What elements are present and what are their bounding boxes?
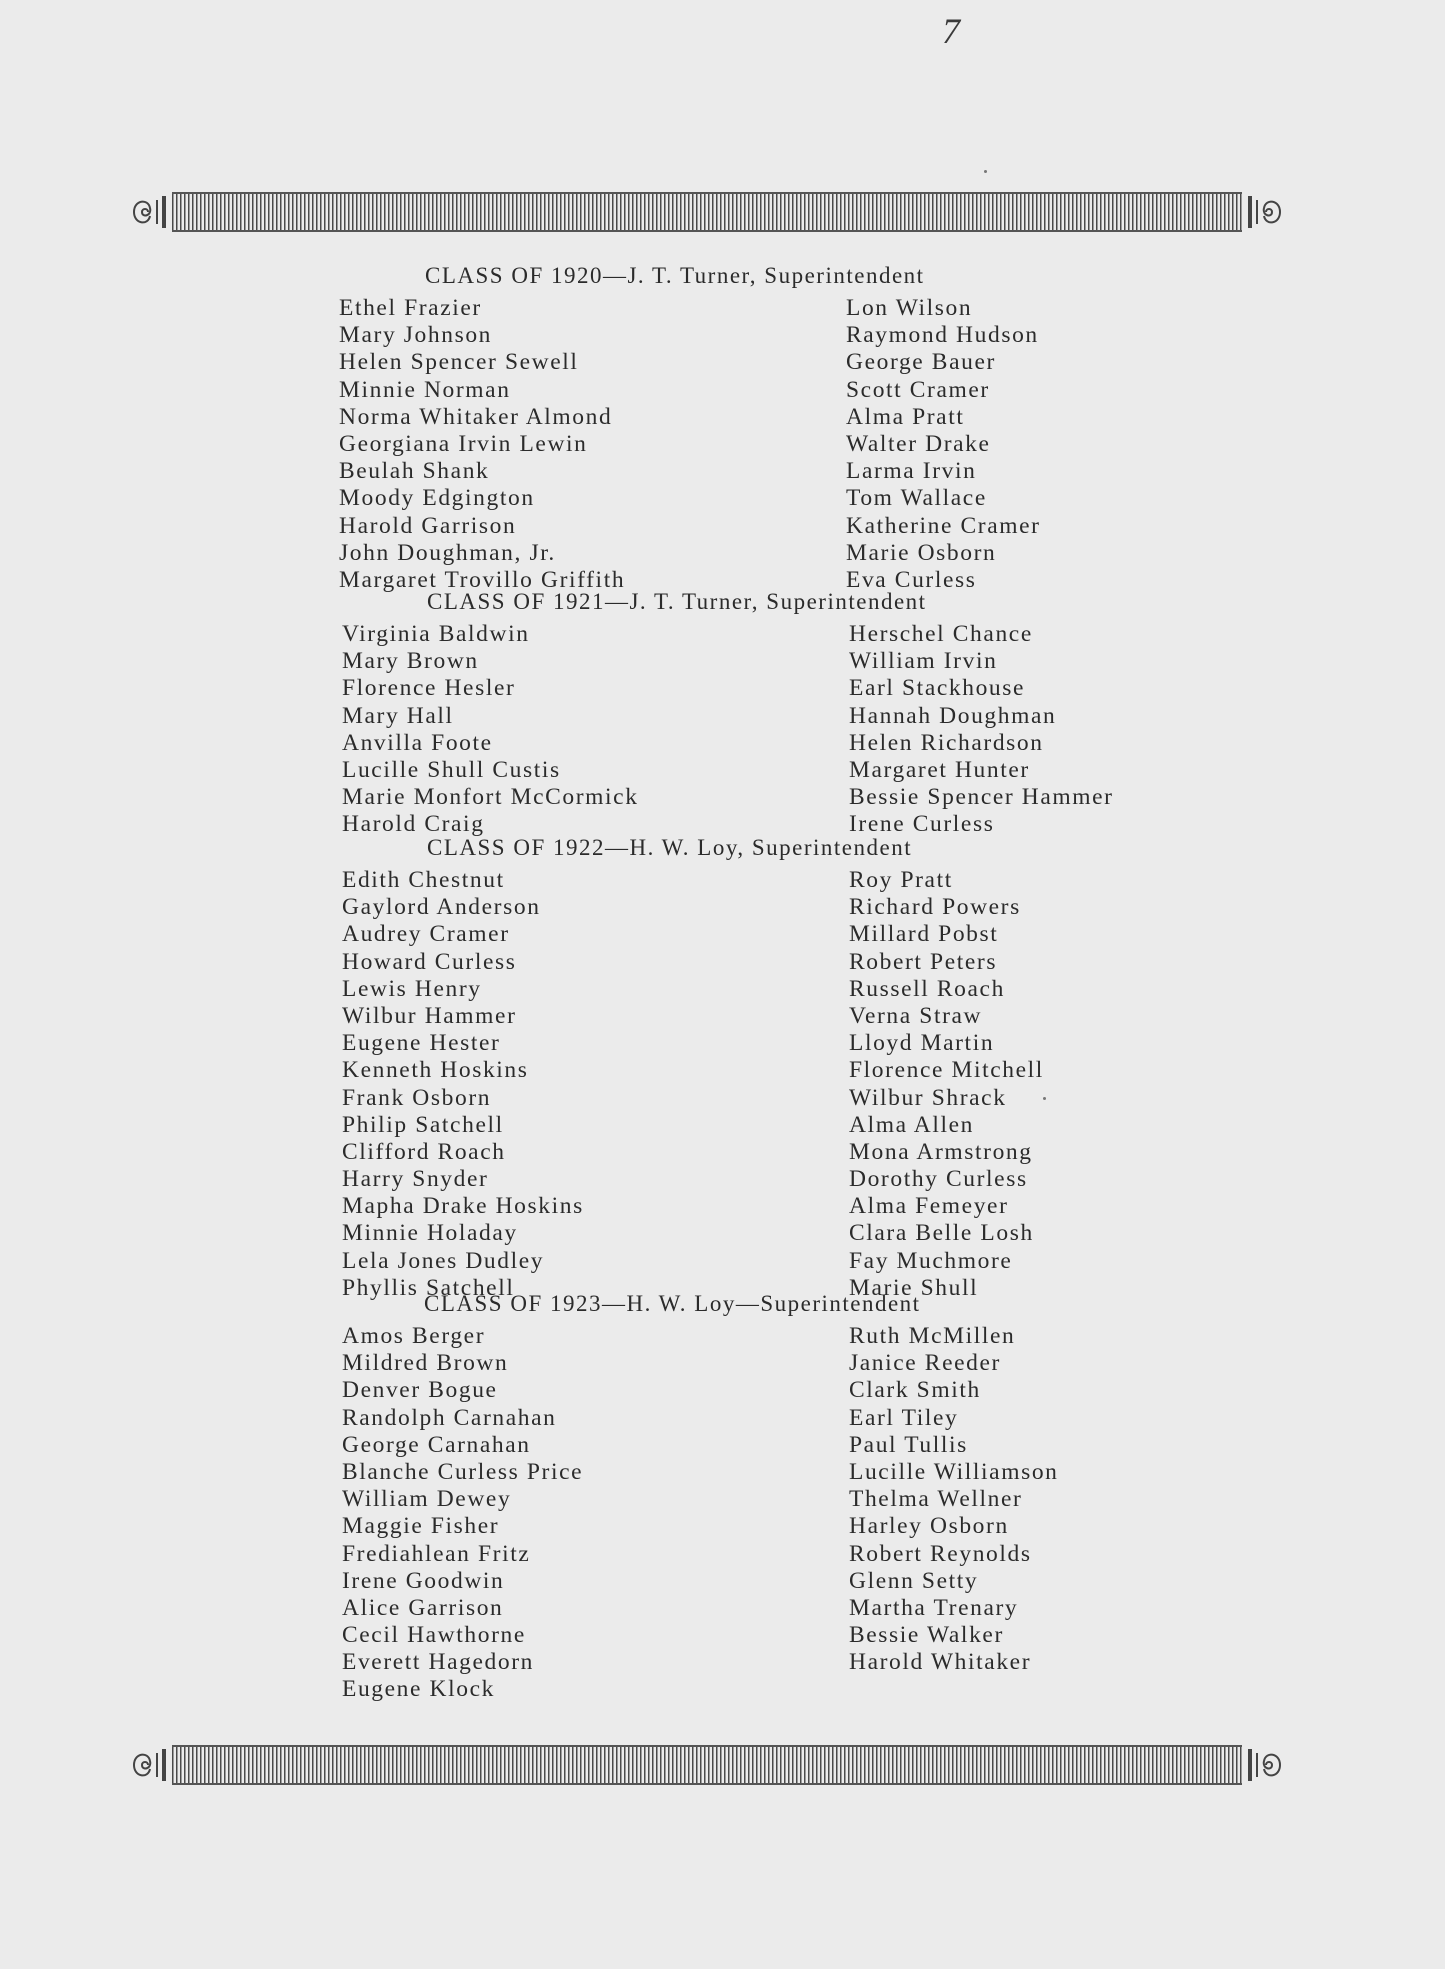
list-item: Minnie Norman bbox=[339, 376, 511, 403]
list-item: Alma Allen bbox=[849, 1111, 974, 1138]
list-item: Raymond Hudson bbox=[846, 322, 1039, 349]
list-item: Edith Chestnut bbox=[342, 867, 505, 893]
left-name-column bbox=[342, 867, 584, 1302]
list-item: Mary Brown bbox=[342, 648, 479, 675]
list-item: Dorothy Curless bbox=[849, 1166, 1028, 1193]
left-name-column bbox=[342, 621, 639, 839]
list-item: Florence Hesler bbox=[342, 675, 516, 702]
list-item: Fay Muchmore bbox=[849, 1247, 1013, 1274]
scroll-ornament-icon bbox=[128, 1743, 172, 1787]
list-item: Alice Garrison bbox=[342, 1594, 504, 1621]
list-item: Mildred Brown bbox=[342, 1350, 509, 1377]
list-item: Florence Mitchell bbox=[849, 1057, 1044, 1084]
list-item: William Irvin bbox=[849, 648, 998, 675]
list-item: Frediahlean Fritz bbox=[342, 1540, 531, 1567]
list-item: Richard Powers bbox=[849, 894, 1021, 921]
paper-speck bbox=[984, 170, 987, 173]
list-item: Mary Hall bbox=[342, 702, 454, 729]
list-item: Paul Tullis bbox=[849, 1431, 968, 1458]
list-item: Herschel Chance bbox=[849, 621, 1033, 647]
right-name-column bbox=[849, 621, 1114, 839]
list-item: Harry Snyder bbox=[342, 1166, 489, 1193]
list-item: Glenn Setty bbox=[849, 1567, 979, 1594]
list-item: Earl Stackhouse bbox=[849, 675, 1026, 702]
right-name-column bbox=[849, 867, 1044, 1302]
list-item: Eva Curless bbox=[846, 566, 977, 593]
list-item: Frank Osborn bbox=[342, 1084, 492, 1111]
bottom-ornamental-border bbox=[128, 1743, 1286, 1787]
list-item: Margaret Trovillo Griffith bbox=[339, 566, 626, 593]
list-item: Helen Richardson bbox=[849, 729, 1044, 756]
section-heading: CLASS OF 1921—J. T. Turner, Superintendent bbox=[427, 589, 927, 614]
section-heading: CLASS OF 1923—H. W. Loy—Superintendent bbox=[424, 1291, 921, 1316]
list-item: Harley Osborn bbox=[849, 1513, 1009, 1540]
list-item: Lucille Shull Custis bbox=[342, 756, 561, 783]
list-item: Helen Spencer Sewell bbox=[339, 349, 579, 376]
list-item: Howard Curless bbox=[342, 948, 517, 975]
list-item: Harold Garrison bbox=[339, 512, 517, 539]
list-item: Lon Wilson bbox=[846, 295, 973, 321]
list-item: Cecil Hawthorne bbox=[342, 1622, 526, 1649]
list-item: Lela Jones Dudley bbox=[342, 1247, 545, 1274]
left-name-column bbox=[342, 1323, 583, 1704]
list-item: Everett Hagedorn bbox=[342, 1649, 534, 1676]
list-item: Margaret Hunter bbox=[849, 756, 1030, 783]
list-item: Lucille Williamson bbox=[849, 1458, 1059, 1485]
list-item: Hannah Doughman bbox=[849, 702, 1057, 729]
list-item: Irene Goodwin bbox=[342, 1567, 505, 1594]
list-item: Mona Armstrong bbox=[849, 1138, 1033, 1165]
list-item: Randolph Carnahan bbox=[342, 1404, 557, 1431]
list-item: Roy Pratt bbox=[849, 867, 953, 893]
list-item: Wilbur Shrack bbox=[849, 1084, 1007, 1111]
list-item: Clark Smith bbox=[849, 1377, 981, 1404]
ruled-lines bbox=[172, 1745, 1242, 1785]
list-item: Norma Whitaker Almond bbox=[339, 403, 613, 430]
list-item: Tom Wallace bbox=[846, 485, 987, 512]
list-item: Clifford Roach bbox=[342, 1138, 506, 1165]
right-name-column bbox=[849, 1323, 1059, 1676]
list-item: Ruth McMillen bbox=[849, 1323, 1016, 1349]
page-number: 7 bbox=[942, 11, 960, 51]
list-item: Marie Monfort McCormick bbox=[342, 784, 639, 811]
list-item: Larma Irvin bbox=[846, 458, 977, 485]
list-item: Virginia Baldwin bbox=[342, 621, 530, 647]
scroll-ornament-icon bbox=[1242, 1743, 1286, 1787]
list-item: Bessie Spencer Hammer bbox=[849, 784, 1114, 811]
list-item: Anvilla Foote bbox=[342, 729, 493, 756]
top-ornamental-border bbox=[128, 190, 1286, 234]
list-item: Eugene Klock bbox=[342, 1676, 495, 1703]
scroll-ornament-icon bbox=[1242, 190, 1286, 234]
list-item: Blanche Curless Price bbox=[342, 1458, 584, 1485]
list-item: Martha Trenary bbox=[849, 1594, 1019, 1621]
list-item: Marie Shull bbox=[849, 1274, 979, 1301]
section-heading: CLASS OF 1920—J. T. Turner, Superintendent bbox=[425, 263, 925, 288]
list-item: Audrey Cramer bbox=[342, 921, 510, 948]
list-item: Ethel Frazier bbox=[339, 295, 482, 321]
list-item: Gaylord Anderson bbox=[342, 894, 541, 921]
list-item: Scott Cramer bbox=[846, 376, 990, 403]
list-item: Bessie Walker bbox=[849, 1622, 1004, 1649]
list-item: Russell Roach bbox=[849, 975, 1005, 1002]
list-item: Verna Straw bbox=[849, 1002, 983, 1029]
list-item: Irene Curless bbox=[849, 811, 995, 838]
list-item: Eugene Hester bbox=[342, 1030, 501, 1057]
section-heading: CLASS OF 1922—H. W. Loy, Superintendent bbox=[427, 835, 913, 860]
list-item: Marie Osborn bbox=[846, 539, 997, 566]
list-item: Mapha Drake Hoskins bbox=[342, 1193, 584, 1220]
list-item: Beulah Shank bbox=[339, 458, 490, 485]
list-item: Harold Whitaker bbox=[849, 1649, 1032, 1676]
list-item: Earl Tiley bbox=[849, 1404, 959, 1431]
right-name-column bbox=[846, 295, 1041, 594]
list-item: Amos Berger bbox=[342, 1323, 486, 1349]
list-item: George Bauer bbox=[846, 349, 996, 376]
list-item: George Carnahan bbox=[342, 1431, 531, 1458]
list-item: John Doughman, Jr. bbox=[339, 539, 556, 566]
ruled-lines bbox=[172, 192, 1242, 232]
scroll-ornament-icon bbox=[128, 190, 172, 234]
list-item: Phyllis Satchell bbox=[342, 1274, 515, 1301]
list-item: Robert Peters bbox=[849, 948, 998, 975]
list-item: William Dewey bbox=[342, 1486, 512, 1513]
list-item: Mary Johnson bbox=[339, 322, 493, 349]
list-item: Minnie Holaday bbox=[342, 1220, 518, 1247]
list-item: Moody Edgington bbox=[339, 485, 535, 512]
list-item: Robert Reynolds bbox=[849, 1540, 1032, 1567]
list-item: Janice Reeder bbox=[849, 1350, 1001, 1377]
list-item: Alma Femeyer bbox=[849, 1193, 1009, 1220]
list-item: Katherine Cramer bbox=[846, 512, 1041, 539]
list-item: Wilbur Hammer bbox=[342, 1002, 517, 1029]
list-item: Millard Pobst bbox=[849, 921, 999, 948]
list-item: Clara Belle Losh bbox=[849, 1220, 1034, 1247]
list-item: Georgiana Irvin Lewin bbox=[339, 430, 588, 457]
list-item: Kenneth Hoskins bbox=[342, 1057, 529, 1084]
list-item: Maggie Fisher bbox=[342, 1513, 500, 1540]
list-item: Lewis Henry bbox=[342, 975, 482, 1002]
list-item: Alma Pratt bbox=[846, 403, 965, 430]
list-item: Philip Satchell bbox=[342, 1111, 504, 1138]
left-name-column bbox=[339, 295, 625, 594]
list-item: Lloyd Martin bbox=[849, 1030, 995, 1057]
list-item: Denver Bogue bbox=[342, 1377, 498, 1404]
list-item: Thelma Wellner bbox=[849, 1486, 1023, 1513]
list-item: Walter Drake bbox=[846, 430, 991, 457]
list-item: Harold Craig bbox=[342, 811, 485, 838]
